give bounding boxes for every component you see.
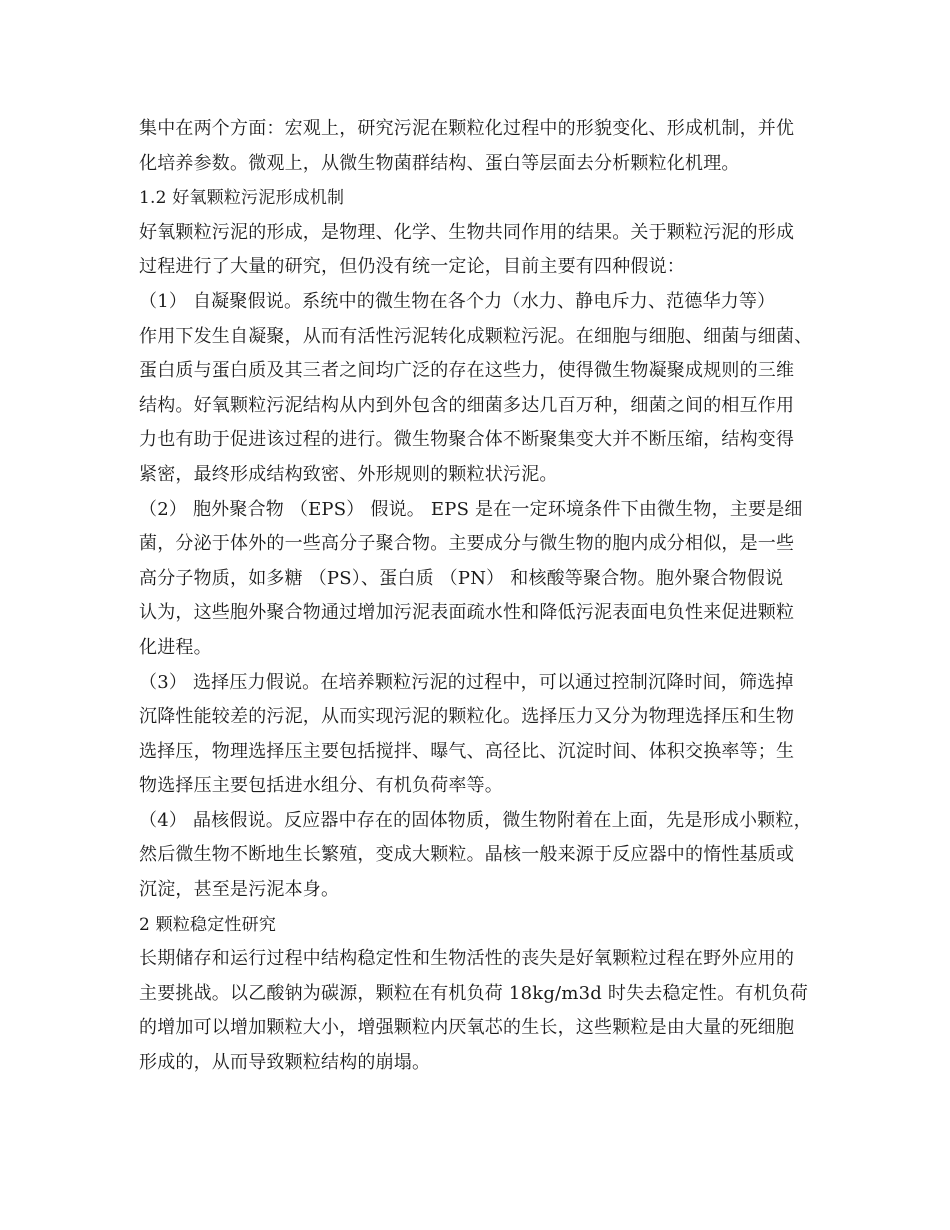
- text-line: 主要挑战。以乙酸钠为碳源，颗粒在有机负荷 18kg/m3d 时失去稳定性。有机负荷: [139, 982, 809, 1004]
- text-line: 紧密，最终形成结构致密、外形规则的颗粒状污泥。: [139, 463, 558, 485]
- text-line: 过程进行了大量的研究，但仍没有统一定论，目前主要有四种假说：: [139, 256, 685, 278]
- text-line: 沉降性能较差的污泥，从而实现污泥的颗粒化。选择压力又分为物理选择压和生物: [139, 706, 795, 728]
- text-line: 化培养参数。微观上，从微生物菌群结构、蛋白等层面去分析颗粒化机理。: [139, 152, 740, 174]
- text-line: 蛋白质与蛋白质及其三者之间均广泛的存在这些力，使得微生物凝聚成规则的三维: [139, 360, 795, 382]
- text-line: 高分子物质，如多糖 （PS）、蛋白质 （PN） 和核酸等聚合物。胞外聚合物假说: [139, 567, 784, 589]
- text-line: 集中在两个方面：宏观上，研究污泥在颗粒化过程中的形貌变化、形成机制，并优: [139, 118, 795, 139]
- section-heading: 1.2 好氧颗粒污泥形成机制: [139, 188, 345, 209]
- text-line: （1） 自凝聚假说。系统中的微生物在各个力（水力、静电斥力、范德华力等）: [139, 290, 776, 312]
- text-line: 作用下发生自凝聚，从而有活性污泥转化成颗粒污泥。在细胞与细胞、细菌与细菌、: [139, 325, 813, 347]
- text-line: 化进程。: [139, 636, 212, 658]
- text-line: （2） 胞外聚合物 （EPS） 假说。 EPS 是在一定环境条件下由微生物，主要是细: [139, 498, 803, 520]
- text-line: 长期储存和运行过程中结构稳定性和生物活性的丧失是好氧颗粒过程在野外应用的: [139, 948, 795, 970]
- section-heading: 2 颗粒稳定性研究: [139, 914, 277, 935]
- text-line: 物选择压主要包括进水组分、有机负荷率等。: [139, 775, 503, 797]
- text-line: （4） 晶核假说。反应器中存在的固体物质，微生物附着在上面，先是形成小颗粒，: [139, 809, 812, 831]
- text-line: 的增加可以增加颗粒大小，增强颗粒内厌氧芯的生长，这些颗粒是由大量的死细胞: [139, 1017, 795, 1039]
- text-line: 好氧颗粒污泥的形成，是物理、化学、生物共同作用的结果。关于颗粒污泥的形成: [139, 221, 795, 243]
- text-line: 选择压，物理选择压主要包括搅拌、曝气、高径比、沉淀时间、体积交换率等；生: [139, 740, 795, 762]
- text-line: 认为，这些胞外聚合物通过增加污泥表面疏水性和降低污泥表面电负性来促进颗粒: [139, 602, 795, 624]
- text-line: 菌，分泌于体外的一些高分子聚合物。主要成分与微生物的胞内成分相似，是一些: [139, 533, 795, 555]
- text-line: 结构。好氧颗粒污泥结构从内到外包含的细菌多达几百万种，细菌之间的相互作用: [139, 394, 795, 416]
- text-line: 沉淀，甚至是污泥本身。: [139, 879, 340, 901]
- text-line: （3） 选择压力假说。在培养颗粒污泥的过程中，可以通过控制沉降时间，筛选掉: [139, 671, 794, 693]
- document-body: [139, 112, 829, 1081]
- text-line: 然后微生物不断地生长繁殖，变成大颗粒。晶核一般来源于反应器中的惰性基质或: [139, 844, 795, 866]
- text-line: 形成的，从而导致颗粒结构的崩塌。: [139, 1052, 431, 1074]
- text-line: 力也有助于促进该过程的进行。微生物聚合体不断聚集变大并不断压缩，结构变得: [139, 429, 795, 451]
